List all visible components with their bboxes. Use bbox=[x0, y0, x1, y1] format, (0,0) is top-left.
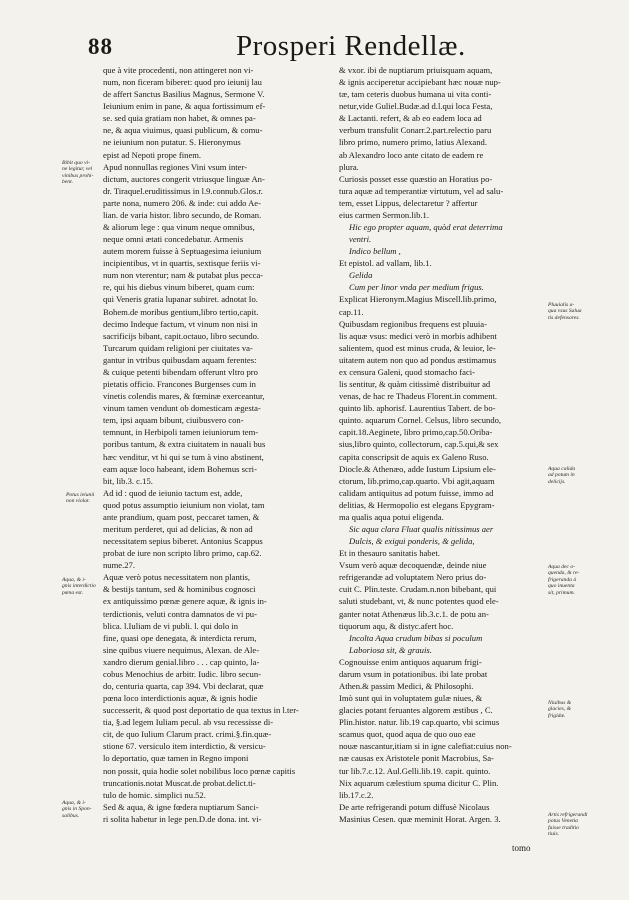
text-line: ri solita habetur in lege pen.D.de dona. int. vi- bbox=[103, 813, 262, 824]
text-line: De arte refrigerandi potum diffusè Nicolaus bbox=[339, 801, 490, 812]
text-line: ma qualis aqua potui eligenda. bbox=[339, 511, 444, 522]
text-line: glacies potant feruantes algorem æstibus , C. bbox=[339, 705, 493, 716]
text-line: hæc venditur, vt hi qui se tum à vino abstinent, bbox=[103, 451, 264, 462]
text-line: vinetis colendis mares, & fœminæ exerceantur, bbox=[103, 391, 265, 402]
text-line: Sic aqua clara Fluat qualis nitissimus aer bbox=[349, 523, 494, 534]
text-line: ne ieiunium non putatur. S. Hieronymus bbox=[103, 137, 241, 148]
text-line: xandro dierum genial.libro . . . cap quinto, la- bbox=[103, 656, 260, 667]
marginal-note-line: pœna est. bbox=[62, 589, 84, 596]
text-line: tem, ipsi aquam bibunt, ciuibusvero con- bbox=[103, 415, 244, 426]
text-line: scamus quot, quod aqua de quo ouo eae bbox=[339, 729, 476, 740]
marginal-note-line: Pluuialis a- bbox=[548, 302, 575, 308]
text-line: ex censura Galeni, quod stomacho faci- bbox=[339, 366, 476, 377]
text-line: Athen.& passim Medici, & Philosophi. bbox=[339, 680, 474, 691]
text-line: venas, de hac re Thadeus Florent.in comment. bbox=[339, 391, 498, 402]
text-line: lo deportatio, quæ tamen in Regno imponi bbox=[103, 753, 249, 764]
marginal-note-line: potus Venetia bbox=[548, 818, 578, 825]
text-line: tem, esset Lippus, delectaretur ? affertur bbox=[339, 197, 478, 208]
text-line: nume.27. bbox=[103, 560, 135, 571]
text-line: poribus tantum, & extra ciuitatem in nauali bus bbox=[103, 439, 266, 450]
text-line: ab Alexandro loco ante citato de eadem re bbox=[339, 149, 484, 160]
marginal-note-line: delicijs. bbox=[548, 478, 566, 485]
text-line: quod potus assumptio ieiunium non violat, tam bbox=[103, 499, 265, 510]
text-line: successerit, & quod post deportatio de qua textus in l.ter- bbox=[103, 705, 299, 716]
text-line: Quibusdam regionibus frequens est pluuia- bbox=[339, 318, 487, 329]
text-line: saluti studebant, vt, & nunc potentes quod ele- bbox=[339, 596, 499, 607]
text-line: terdictionis, veluti contra damnatos de vi pu- bbox=[103, 608, 257, 619]
text-line: pietatis officio. Francones Burgenses cum in bbox=[103, 379, 256, 390]
marginal-note bbox=[548, 564, 579, 596]
marginal-note bbox=[62, 800, 92, 819]
text-line: meritum perderet, qui ad delicias, & non ad bbox=[103, 523, 253, 534]
text-line: necessitatem sepius biberet. Antonius Scappus bbox=[103, 536, 263, 547]
text-line: Apud nonnullas regiones Vini vsum inter- bbox=[103, 161, 248, 172]
marginal-note-line: Aqua dec o- bbox=[548, 564, 576, 570]
text-line: fine, quasi ope denegata, & interdicta rerum, bbox=[103, 632, 257, 643]
text-line: Ieiunium enim in pane, & aqua fortissimum ef- bbox=[103, 101, 266, 112]
text-line: delitias, & Hermopolio est elegans Epygram- bbox=[339, 499, 495, 510]
text-line: probat de iure non scripto libro primo, cap.62. bbox=[103, 548, 262, 559]
text-line: lis sentitur, & quàm citissimè distribuitur ad bbox=[339, 379, 491, 390]
marginal-note-line: vinibus prohi- bbox=[62, 172, 94, 179]
marginal-note bbox=[548, 302, 582, 321]
text-line: tiquorum aqu, & distyc.afert hoc. bbox=[339, 620, 454, 631]
marginal-note-line: fuisse traditio bbox=[548, 824, 579, 831]
text-line: & ignis acciperetur accipiebant hæc nouæ nup- bbox=[339, 77, 501, 88]
text-line: verbum transfulit Conarr.2.part.relectio paru bbox=[339, 125, 492, 136]
text-line: Cognouisse enim antiquos aquarum frigi- bbox=[339, 656, 482, 667]
text-line: num, non ficeram biberet: quod pro ieiunij lau bbox=[103, 77, 262, 88]
text-line: & vxor. ibi de nuptiarum priuisquam aquam, bbox=[339, 65, 493, 75]
text-line: Explicat Hieronym.Magius Miscell.lib.primo, bbox=[339, 294, 497, 305]
text-line: sine quibus viuere nequimus, Alexan. de Ale- bbox=[103, 644, 260, 655]
text-line: lis aquæ vsus: medici verò in morbis adhibent bbox=[339, 330, 497, 341]
text-line: cap.11. bbox=[339, 306, 364, 317]
text-line: decimo Indeque factum, vt vinum non nisi in bbox=[103, 318, 258, 329]
marginal-note bbox=[548, 700, 571, 719]
text-line: libro primo, numero primo, latius Alexand. bbox=[339, 137, 487, 148]
text-line: calidam antiquitus ad potum fuisse, immo ad bbox=[339, 487, 494, 498]
text-line: incipientibus, vt in quartis, sextisque feriis vi- bbox=[103, 258, 261, 269]
text-line: stione 67. versiculo item interdictio, & versicu- bbox=[103, 741, 266, 752]
marginal-note-line: Niuibus & bbox=[548, 700, 572, 706]
text-line: temnunt, in Herbipoli tamen ieiuniorum tem- bbox=[103, 427, 259, 438]
marginal-note-line: qua vsus Salua bbox=[548, 308, 582, 315]
text-line: parte nona, numero 206. & inde: cui addo Ae- bbox=[103, 197, 261, 208]
text-line: Gelida bbox=[349, 270, 373, 281]
text-line: Turcarum quidam religioni per ciuitates va- bbox=[103, 342, 253, 353]
catchword: tomo bbox=[512, 843, 531, 853]
marginal-note-line: bent. bbox=[62, 179, 74, 186]
text-line: tura aquæ ad temperantiæ virtutum, vel ad salu- bbox=[339, 185, 504, 196]
text-line: cuit C. Plin.teste. Crudam.n.non bibebant, qui bbox=[339, 584, 497, 595]
text-line: Curiosis posset esse quæstio an Horatius po- bbox=[339, 173, 493, 184]
text-line: Aquæ verò potus necessitatem non plantis, bbox=[103, 572, 251, 583]
text-line: Nix aquarum cælestium spuma dicitur C. Plin. bbox=[339, 777, 499, 788]
text-line: & bestijs tantum, sed & hominibus cognosci bbox=[103, 584, 256, 595]
text-line: Bohem.de moribus gentium,libro tertio,capit. bbox=[103, 306, 259, 317]
marginal-note-line: Potus ieiunii bbox=[66, 492, 95, 498]
text-line: capita conscripsit de aquis ex Galeno Ruso. bbox=[339, 451, 489, 462]
marginal-note bbox=[66, 492, 94, 505]
right-column bbox=[339, 64, 539, 825]
text-line: Indico bellum , bbox=[349, 246, 401, 257]
text-line: quinto. aquarum Cornel. Celsus, libro secundo, bbox=[339, 415, 502, 426]
marginal-note-line: Artis refrigerandi bbox=[548, 812, 588, 818]
marginal-note-line: tis defensores. bbox=[548, 314, 580, 321]
text-line: de affert Sanctus Basilius Magnus, Sermone V. bbox=[103, 89, 265, 100]
text-line: netur,vide Guliel.Budæ.ad d.l.qui loca Festa, bbox=[339, 101, 493, 112]
text-line: sacrificijs bibant, capit.octauo, libro secundo. bbox=[103, 330, 260, 341]
text-line: Incolta Aqua crudum bibas si poculum bbox=[349, 632, 483, 643]
text-line: ne, & aqua viuimus, quasi publicum, & comu- bbox=[103, 125, 263, 136]
text-line: gantur in vtribus quibusdam aquam ferentes: bbox=[103, 354, 257, 365]
text-line: cit, de quo Iulium Clarum pract. crimi.§.fin.quæ- bbox=[103, 729, 272, 740]
marginal-note-line: ne legitur, vel bbox=[62, 166, 93, 173]
text-line: quinto lib. aphorisf. Laurentius Tabert. de bo- bbox=[339, 403, 496, 414]
marginal-note-line: gnis in Spon- bbox=[62, 806, 92, 813]
text-line: eam aquæ loco habeant, idem Bohemus scri- bbox=[103, 463, 257, 474]
text-line: tur lib.7.c.12. Aul.Gelli.lib.19. capit. quinto. bbox=[339, 765, 491, 776]
text-line: Ad id : quod de ieiunio tactum est, adde, bbox=[103, 487, 243, 498]
marginal-note-line: gnis interdictio bbox=[62, 583, 96, 590]
text-line: tia, §.ad legem Iuliam pecul. ab vsu recessisse di- bbox=[103, 717, 274, 728]
text-line: ganter notat Athenæus lib.3.c.1. de potu an- bbox=[339, 608, 489, 619]
marginal-note-line: quo inuenta bbox=[548, 583, 575, 590]
page-number: 88 bbox=[88, 34, 113, 59]
marginal-note-line: tiuis. bbox=[548, 831, 560, 838]
text-line: ex antiquissimo pœnæ genere aquæ, & ignis in- bbox=[103, 596, 267, 607]
text-line: & cuique petenti bibendam offerunt vltro pro bbox=[103, 366, 258, 377]
text-line: plura. bbox=[339, 161, 359, 172]
text-line: Dulcis, & exigui ponderis, & gelida, bbox=[349, 536, 475, 547]
marginal-note bbox=[548, 466, 575, 485]
text-line: qui Veneris gratia lupanar subiret. adnotat Io. bbox=[103, 294, 258, 305]
text-line: Laboriosa sit, & grauis. bbox=[349, 644, 432, 655]
text-line: ante prandium, quam post, peccaret tamen, & bbox=[103, 511, 260, 522]
marginal-note bbox=[548, 812, 587, 838]
text-line: darum vsum in potationibus. ibi late probat bbox=[339, 668, 488, 679]
marginal-note bbox=[62, 577, 96, 596]
text-line: neque omni ætati concedebatur. Armenis bbox=[103, 234, 244, 245]
text-line: uitatem autem non quo ad pondus æstimamus bbox=[339, 354, 497, 365]
text-line: num non vterentur; nam & putabat plus pecca- bbox=[103, 270, 264, 281]
text-line: vinum tamen vendunt ob domesticam ægesta- bbox=[103, 403, 261, 414]
running-title: Prosperi Rendellæ. bbox=[236, 30, 466, 62]
text-line: ventri. bbox=[349, 234, 372, 245]
text-line: se. sed quia gratiam non habet, & omnes pa- bbox=[103, 113, 256, 124]
text-line: lib.17.c.2. bbox=[339, 789, 374, 800]
text-line: tæ, tam ceteris duobus humana ui vita conti- bbox=[339, 89, 492, 100]
text-line: autem morem fuisse à Septuagesima ieiunium bbox=[103, 246, 262, 257]
marginal-note-line: ad potum in bbox=[548, 472, 575, 479]
text-line: Cum per linor vnda per medium frigus. bbox=[349, 282, 484, 293]
text-line: Et in thesauro sanitatis habet. bbox=[339, 548, 440, 559]
text-line: truncationis.notat Muscat.de probat.delict.ti- bbox=[103, 777, 256, 788]
text-line: Sed & aqua, & igne fœdera nuptiarum Sanci- bbox=[103, 801, 259, 812]
text-line: dr. Tiraquel.eruditissimus in l.9.connub.Glos.r. bbox=[103, 185, 263, 196]
text-line: do, centuria quarta, cap 394. Vbi declarat, quæ bbox=[103, 680, 264, 691]
text-line: blica. l.Iuliam de vi publi. l. qui dolo in bbox=[103, 620, 239, 631]
text-line: non possit, quia hodie solet nobilibus loco pœnæ capitis bbox=[103, 765, 296, 776]
text-line: cobus Menochius de arbitr. Iudic. libro secun- bbox=[103, 668, 261, 679]
text-line: Diocle.& Athenæo, adde Iustum Lipsium ele- bbox=[339, 463, 496, 474]
marginal-note-line: Aqua, & i- bbox=[62, 577, 86, 583]
text-line: pœna loco interdictionis aquæ, & ignis hodie bbox=[103, 693, 258, 704]
marginal-note-line: sit, primum. bbox=[548, 589, 575, 596]
text-line: bit, lib.3. c.15. bbox=[103, 475, 153, 486]
marginal-note-line: quenda, & re- bbox=[548, 570, 580, 577]
text-line: que à vite procedenti, non attingeret non vi- bbox=[103, 65, 254, 75]
text-line: Plin.histor. natur. lib.19 cap.quarto, vbi scimus bbox=[339, 717, 500, 728]
text-line: dictum, auctores congerit vtriusque linguæ An- bbox=[103, 173, 265, 184]
text-line: & Lactanti. refert, & ab eo eadem loca ad bbox=[339, 113, 482, 124]
text-line: Et epistol. ad vallam, lib.1. bbox=[339, 258, 432, 269]
text-line: Imò sunt qui in voluptatem gulæ niues, & bbox=[339, 693, 483, 704]
text-line: eius carmen Sermon.lib.1. bbox=[339, 209, 429, 220]
text-line: sius,libro quinto, collectorum, cap.5.qui,& sex bbox=[339, 439, 499, 450]
text-line: nouæ nascantur,itiam si in igne calefiat:cuius non- bbox=[339, 741, 512, 752]
marginal-note-line: Aqua calida bbox=[548, 466, 576, 472]
marginal-note-line: Aqua, & i- bbox=[62, 800, 86, 806]
text-line: Vsum verò aquæ decoquendæ, deinde niue bbox=[339, 560, 487, 571]
left-column bbox=[103, 64, 329, 825]
marginal-note-line: salibus. bbox=[62, 812, 80, 819]
text-line: Hic ego propter aquam, quòd erat deterrima bbox=[349, 222, 503, 233]
marginal-note-line: frigidæ. bbox=[548, 712, 566, 719]
marginal-note-line: Bibit quo vi- bbox=[62, 160, 90, 166]
text-line: refrigerandæ ad voluptatem Nero prius do- bbox=[339, 572, 487, 583]
text-line: salientem, quod est minus cruda, & leuior, le- bbox=[339, 342, 496, 353]
marginal-note bbox=[62, 160, 93, 186]
text-line: ctorum, lib.primo,cap.quarto. Vbi agit,aquam bbox=[339, 475, 495, 486]
marginal-note-line: glacies, & bbox=[548, 706, 571, 713]
marginal-note-line: non violat. bbox=[66, 498, 90, 505]
text-line: Masinius Cesen. quæ meminit Horat. Argen. 3. bbox=[339, 813, 501, 824]
text-line: epist ad Nepoti prope finem. bbox=[103, 149, 202, 160]
text-line: capit.18.Aeginete, libro primo,cap.50.Oriba- bbox=[339, 427, 493, 438]
text-line: tulo de homic. simplici nu.52. bbox=[103, 789, 206, 800]
text-line: næ causas ex Aristotele ponit Macrobius, Sa- bbox=[339, 753, 494, 764]
text-line: lian. de varia histor. libro secundo, de Roman. bbox=[103, 209, 262, 220]
text-line: re, qui his diebus vinum biberet, quam cum: bbox=[103, 282, 255, 293]
marginal-note-line: frigeranda à bbox=[548, 576, 577, 583]
text-line: & aliorum lege : qua vinum neque omnibus, bbox=[103, 222, 255, 233]
